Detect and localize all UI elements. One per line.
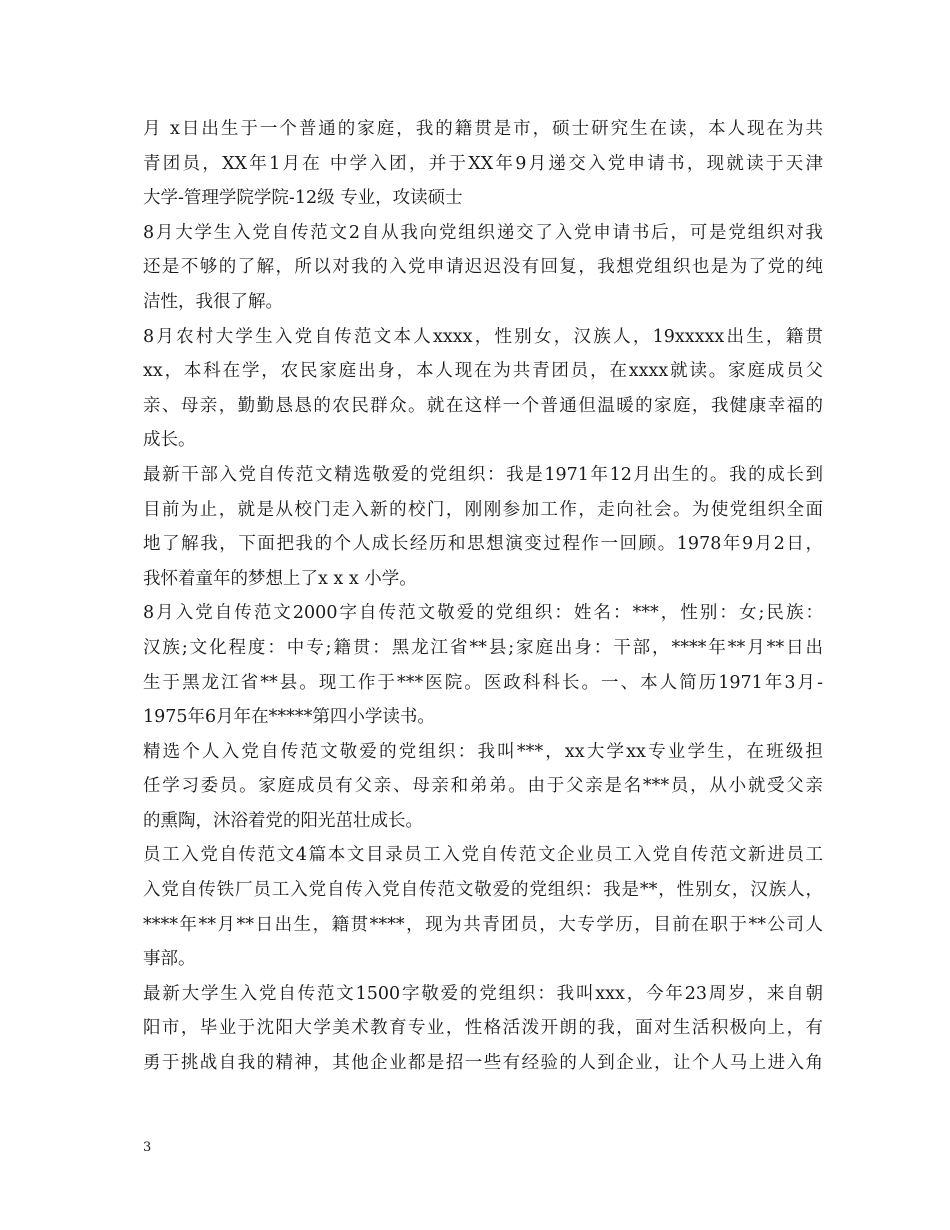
text-line: 最新大学生入党自传范文1500字敬爱的党组织：我叫xxx，今年23周岁，来自朝 <box>143 983 823 1004</box>
document-body <box>143 112 823 1081</box>
text-line: 8月入党自传范文2000字自传范文敬爱的党组织：姓名：***，性别：女;民族： <box>143 603 823 624</box>
text-line: 月 x日出生于一个普通的家庭，我的籍贯是市，硕士研究生在读，本人现在为共 <box>143 119 823 139</box>
text-line: 事部。 <box>143 949 196 970</box>
text-line: 生于黑龙江省**县。现工作于***医院。医政科科长。一、本人简历1971年3月- <box>143 672 823 693</box>
text-line: 我怀着童年的梦想上了x x x 小学。 <box>143 568 417 589</box>
text-line: 8月大学生入党自传范文2自从我向党组织递交了入党申请书后，可是党组织对我 <box>143 222 823 243</box>
text-line: 1975年6月年在*****第四小学读书。 <box>143 707 435 728</box>
text-line: 最新干部入党自传范文精选敬爱的党组织：我是1971年12月出生的。我的成长到 <box>143 464 823 485</box>
text-line: 大学-管理学院学院-12级 专业，攻读硕士 <box>143 188 463 209</box>
text-line: 成长。 <box>143 430 196 451</box>
text-line: 地了解我，下面把我的个人成长经历和思想演变过程作一回顾。1978年9月2日， <box>143 534 823 555</box>
text-line: 亲、母亲，勤勤恳恳的农民群众。就在这样一个普通但温暖的家庭，我健康幸福的 <box>143 395 823 416</box>
text-line: 勇于挑战自我的精神，其他企业都是招一些有经验的人到企业，让个人马上进入角 <box>143 1053 823 1074</box>
text-line: 精选个人入党自传范文敬爱的党组织：我叫***，xx大学xx专业学生，在班级担 <box>143 741 823 762</box>
text-line: 青团员，XX年1月在 中学入团，并于XX年9月递交入党申请书，现就读于天津 <box>143 153 823 174</box>
text-line: 任学习委员。家庭成员有父亲、母亲和弟弟。由于父亲是名***员，从小就受父亲 <box>143 776 823 797</box>
text-line: 入党自传铁厂员工入党自传入党自传范文敬爱的党组织：我是**，性别女，汉族人， <box>143 880 823 901</box>
text-line: xx，本科在学，农民家庭出身，本人现在为共青团员，在xxxx就读。家庭成员父 <box>143 361 823 382</box>
text-line: 8月农村大学生入党自传范文本人xxxx，性别女，汉族人，19xxxxx出生，籍贯 <box>143 326 823 347</box>
text-line: ****年**月**日出生，籍贯****，现为共青团员，大专学历，目前在职于**公司人 <box>143 914 823 935</box>
text-line: 的熏陶，沐浴着党的阳光茁壮成长。 <box>143 810 423 831</box>
text-line: 洁性，我很了解。 <box>143 291 283 312</box>
text-line: 阳市，毕业于沈阳大学美术教育专业，性格活泼开朗的我，面对生活积极向上，有 <box>143 1018 823 1039</box>
text-line: 还是不够的了解，所以对我的入党申请迟迟没有回复，我想党组织也是为了党的纯 <box>143 257 823 278</box>
page-number: 3 <box>143 1140 152 1155</box>
text-line: 汉族;文化程度：中专;籍贯：黑龙江省**县;家庭出身：干部，****年**月**日出 <box>143 637 823 658</box>
text-line: 员工入党自传范文4篇本文目录员工入党自传范文企业员工入党自传范文新进员工 <box>143 845 823 866</box>
text-line: 目前为止，就是从校门走入新的校门，刚刚参加工作，走向社会。为使党组织全面 <box>143 499 823 520</box>
